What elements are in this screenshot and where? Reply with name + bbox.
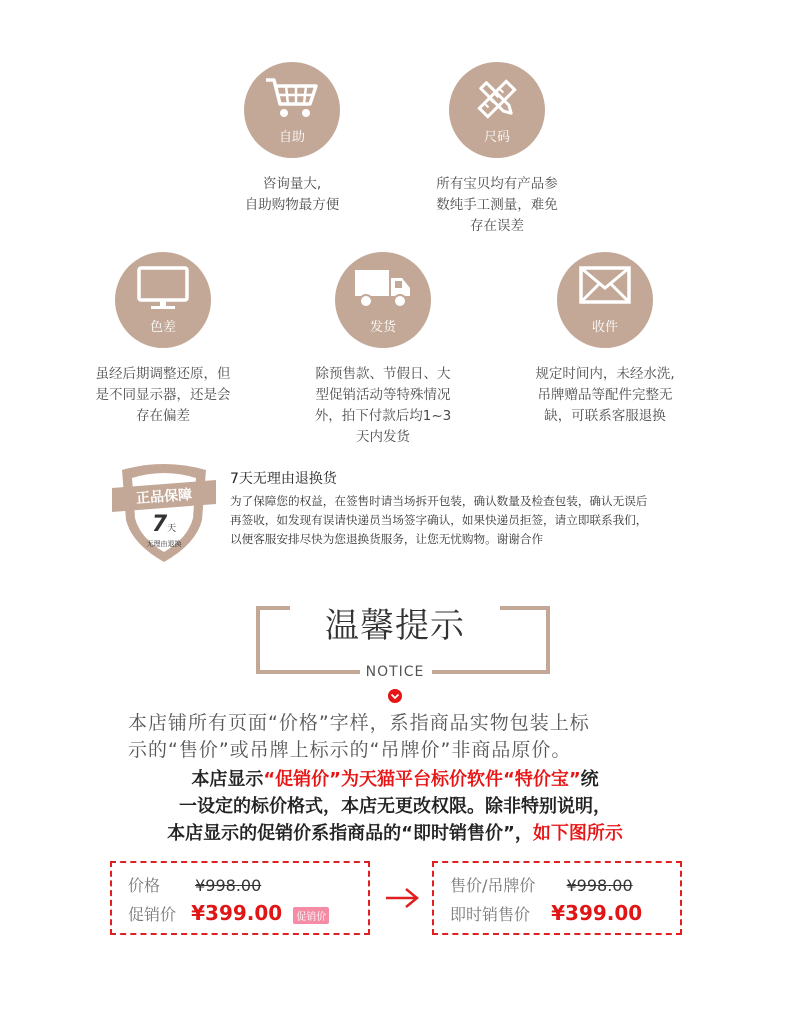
feature-circle xyxy=(115,252,211,348)
feature-desc: 虽经后期调整还原，但 是不同显示器，还是会 存在偏差 xyxy=(95,366,231,424)
feature-desc: 咨询量大, 自助购物最方便 xyxy=(244,176,340,213)
cart-icon xyxy=(262,74,322,122)
tips-paragraph-2: 本店显示“促销价”为天猫平台标价软件“特价宝”统 一设定的标价格式，本店无更改权限。除非特别说明， 本店显示的促销价系指商品的“即时销售价”，如下图所示 xyxy=(167,769,623,844)
feature-size xyxy=(397,62,597,237)
feature-circle xyxy=(449,62,545,158)
feature-circle xyxy=(244,62,340,158)
genuine-badge xyxy=(112,458,216,566)
badge-subtitle: 无理由退换 xyxy=(146,540,182,548)
guarantee-body: 为了保障您的权益，在签售时请当场拆开包装，确认数量及检查包装，确认无误后 再签收，如发现有误请快递员当场签字确认，如果快递员拒签，请立即联系我们， 以便客服安排尽快为您退换货服务，让您无忧购物。谢谢合作 xyxy=(230,494,648,546)
price-example-right xyxy=(432,861,682,935)
ruler-pencil-icon xyxy=(472,74,522,124)
feature-desc: 规定时间内，未经水洗, 吊牌赠品等配件完整无 缺，可联系客服退换 xyxy=(535,366,675,424)
promo-tag: 促销价 xyxy=(293,907,329,924)
price-row: 价格 ¥998.00 xyxy=(128,876,262,895)
feature-label: 收件 xyxy=(591,320,618,335)
feature-label: 色差 xyxy=(149,320,176,335)
badge-title: 正品保障 xyxy=(135,487,193,507)
feature-self-service xyxy=(192,62,392,216)
feature-desc: 除预售款、节假日、大 型促销活动等特殊情况 外，拍下付款后均1~3 天内发货 xyxy=(314,366,452,445)
envelope-icon xyxy=(577,264,633,308)
feature-label: 发货 xyxy=(369,320,396,335)
feature-shipping xyxy=(283,252,483,448)
instant-price-row: 即时销售价 ¥399.00 xyxy=(450,901,643,925)
feature-color-difference xyxy=(63,252,263,427)
monitor-icon xyxy=(135,264,191,312)
truck-icon xyxy=(352,264,414,312)
chevron-down-icon xyxy=(388,689,402,703)
guarantee-title: 7天无理由退换货 xyxy=(230,471,337,487)
badge-days: 7天 xyxy=(151,512,177,537)
feature-label: 自助 xyxy=(278,130,305,145)
guarantee-section xyxy=(112,458,752,568)
arrow-right-icon xyxy=(382,886,422,910)
feature-circle xyxy=(335,252,431,348)
feature-desc: 所有宝贝均有产品参 数纯手工测量，难免 存在误差 xyxy=(436,176,558,234)
feature-circle xyxy=(557,252,653,348)
feature-label: 尺码 xyxy=(483,130,510,145)
tips-title: 温馨提示 xyxy=(325,606,465,646)
price-example-left xyxy=(110,861,370,935)
price-row: 售价/吊牌价 ¥998.00 xyxy=(450,876,633,895)
promo-price-row: 促销价 ¥399.00 促销价 xyxy=(128,901,329,925)
feature-receiving xyxy=(505,252,705,427)
tips-paragraph-1: 本店铺所有页面“价格”字样，系指商品实物包装上标 示的“售价”或吊牌上标示的“吊牌价”非商品原价。 xyxy=(128,712,590,761)
notice-label: NOTICE xyxy=(365,664,425,680)
